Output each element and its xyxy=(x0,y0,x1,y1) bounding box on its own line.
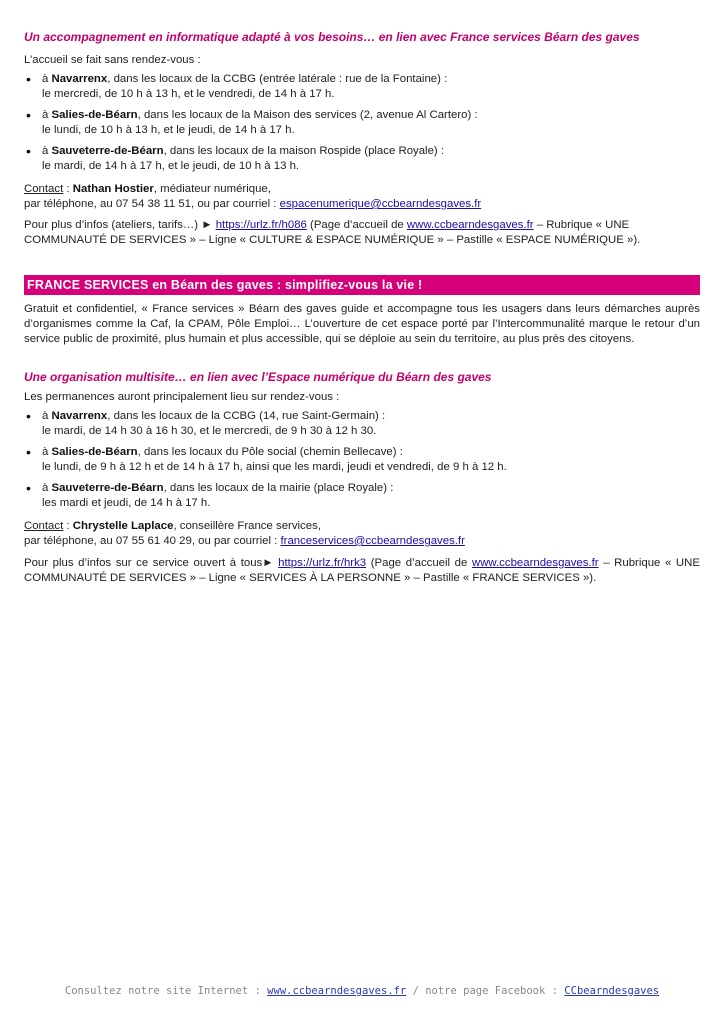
section1-heading: Un accompagnement en informatique adapté à vos besoins… en lien avec France services Béarn des gaves xyxy=(24,30,640,44)
section2-list xyxy=(24,409,700,517)
section1-more-info: Pour plus d’infos (ateliers, tarifs…) ► https://urlz.fr/h086 (Page d’accueil de www.ccbearndesgaves.fr – Rubrique « UNE COMMUNAUTÉ DE SERVICES » – Ligne « CULTURE & ESPACE NUMÉRIQUE » – Pastille « ESPACE NUMÉRIQUE »). xyxy=(24,219,641,246)
section1-email-link[interactable]: espacenumerique@ccbearndesgaves.fr xyxy=(279,198,482,210)
section2-short-link[interactable]: https://urlz.fr/hrk3 xyxy=(278,557,367,569)
footer-site-link[interactable]: www.ccbearndesgaves.fr xyxy=(267,985,407,997)
section1-list xyxy=(24,72,700,180)
section2-lead: Les permanences auront principalement lieu sur rendez-vous : xyxy=(24,391,340,403)
section1-intro: L’accueil se fait sans rendez-vous : xyxy=(24,54,201,66)
list-item: • à Navarrenx, dans les locaux de la CCBG (entrée latérale : rue de la Fontaine) : le mercredi, de 10 h à 13 h, et le vendredi, de 14 h à 17 h. xyxy=(24,72,700,102)
section2-banner: FRANCE SERVICES en Béarn des gaves : simplifiez-vous la vie ! xyxy=(24,275,700,295)
section1-contact: Contact : Nathan Hostier, médiateur numérique, par téléphone, au 07 54 38 11 51, ou par courriel : espacenumerique@ccbearndesgaves.fr xyxy=(24,183,482,210)
section2-more-info: Pour plus d’infos sur ce service ouvert à tous► https://urlz.fr/hrk3 (Page d’accueil de www.ccbearndesgaves.fr – Rubrique « UNE COMMUNAUTÉ DE SERVICES » – Ligne « SERVICES À LA PERSONNE » – Pastille « FRANCE SERVICES »). xyxy=(24,557,700,584)
list-item: • à Navarrenx, dans les locaux de la CCBG (14, rue Saint-Germain) : le mardi, de 14 h 30 à 16 h 30, et le mercredi, de 9 h 30 à 12 h 30. xyxy=(24,409,700,439)
list-item: • à Sauveterre-de-Béarn, dans les locaux de la mairie (place Royale) : les mardi et jeudi, de 14 h à 17 h. xyxy=(24,481,700,511)
list-item: • à Salies-de-Béarn, dans les locaux du Pôle social (chemin Bellecave) : le lundi, de 9 h à 12 h et de 14 h à 17 h, ainsi que les mardi, jeudi et vendredi, de 9 h à 12 h. xyxy=(24,445,700,475)
section2-contact: Contact : Chrystelle Laplace, conseillère France services, par téléphone, au 07 55 61 40 29, ou par courriel : franceservices@ccbearndesgaves.fr xyxy=(24,520,465,547)
list-item: • à Salies-de-Béarn, dans les locaux de la Maison des services (2, avenue Al Cartero) : le lundi, de 10 h à 13 h, et le jeudi, de 14 h à 17 h. xyxy=(24,108,700,138)
section1-site-link[interactable]: www.ccbearndesgaves.fr xyxy=(406,219,534,231)
page-footer: Consultez notre site Internet : www.ccbearndesgaves.fr / notre page Facebook : CCbearndesgaves xyxy=(64,985,660,997)
list-item: • à Sauveterre-de-Béarn, dans les locaux de la maison Rospide (place Royale) : le mardi, de 14 h à 17 h, et le jeudi, de 10 h à 13 h. xyxy=(24,144,700,174)
section1-short-link[interactable]: https://urlz.fr/h086 xyxy=(215,219,307,231)
section2-intro: Gratuit et confidentiel, « France services » Béarn des gaves guide et accompagne tous les usagers dans leurs démarches auprès d’organismes comme la Caf, la CPAM, Pôle Emploi… L’ouverture de cet espace porté par l’Intercommunalité marque le retour d’un service public de proximité, plus humain et plus accessible, qui se déploie au sein du territoire, au plus près des citoyens. xyxy=(24,303,700,345)
section2-subheading: Une organisation multisite… en lien avec l’Espace numérique du Béarn des gaves xyxy=(24,370,492,384)
section2-email-link[interactable]: franceservices@ccbearndesgaves.fr xyxy=(280,535,465,547)
footer-facebook-link[interactable]: CCbearndesgaves xyxy=(564,985,660,997)
section2-site-link[interactable]: www.ccbearndesgaves.fr xyxy=(471,557,599,569)
